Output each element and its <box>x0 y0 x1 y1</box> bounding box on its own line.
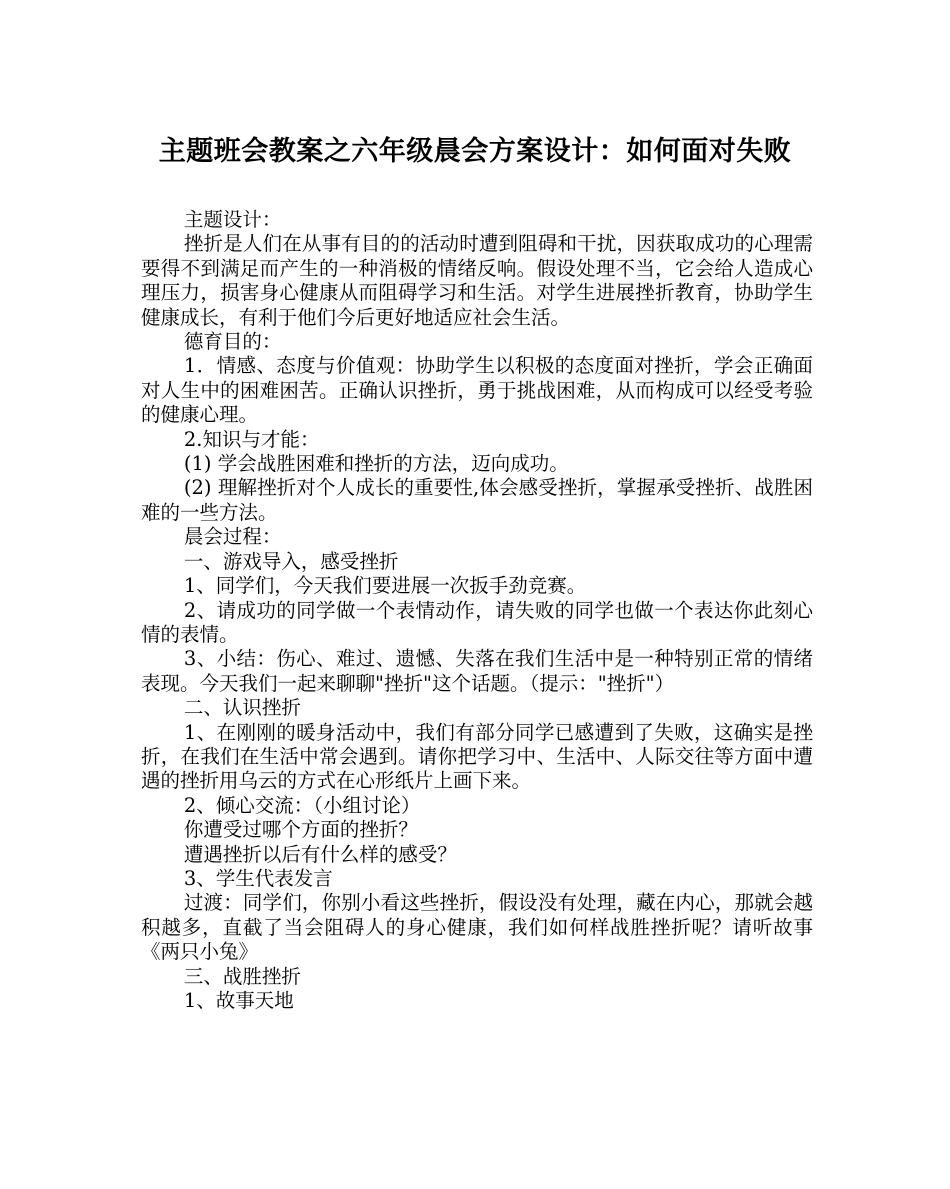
paragraph: 3、学生代表发言 <box>183 866 333 890</box>
paragraph: 2、请成功的同学做一个表情动作，请失败的同学也做一个表达你此刻心情的表情。 <box>141 598 813 646</box>
paragraph: 三、战胜挫折 <box>183 964 301 988</box>
paragraph: 二、认识挫折 <box>183 696 301 720</box>
paragraph: 3、小结：伤心、难过、遗憾、失落在我们生活中是一种特别正常的情绪表现。今天我们一起来聊聊"挫折"这个话题。（提示："挫折"） <box>141 647 813 695</box>
document-title: 主题班会教案之六年级晨会方案设计：如何面对失败 <box>158 136 792 167</box>
paragraph: 德育目的： <box>183 330 282 354</box>
paragraph: (2) 理解挫折对个人成长的重要性,体会感受挫折，掌握承受挫折、战胜困难的一些方法。 <box>141 476 813 524</box>
paragraph: 晨会过程： <box>183 525 282 549</box>
paragraph: (1) 学会战胜困难和挫折的方法，迈向成功。 <box>183 452 569 476</box>
paragraph: 1．情感、态度与价值观：协助学生以积极的态度面对挫折，学会正确面对人生中的困难困苦。正确认识挫折，勇于挑战困难，从而构成可以经受考验的健康心理。 <box>141 354 813 427</box>
paragraph: 一、游戏导入，感受挫折 <box>183 549 399 573</box>
paragraph: 1、故事天地 <box>183 989 294 1012</box>
paragraph: 过渡：同学们，你别小看这些挫折，假设没有处理，藏在内心，那就会越积越多，直截了当会阻碍人的身心健康，我们如何样战胜挫折呢？请听故事《两只小兔》 <box>141 891 813 964</box>
paragraph: 1、在刚刚的暖身活动中，我们有部分同学已感遭到了失败，这确实是挫折，在我们在生活中常会遇到。请你把学习中、生活中、人际交往等方面中遭遇的挫折用乌云的方式在心形纸片上画下来。 <box>141 720 813 793</box>
paragraph: 你遭受过哪个方面的挫折？ <box>183 818 418 842</box>
paragraph: 2、倾心交流：（小组讨论） <box>183 793 421 817</box>
paragraph: 2.知识与才能： <box>183 427 320 451</box>
paragraph: 挫折是人们在从事有目的的活动时遭到阻碍和干扰，因获取成功的心理需要得不到满足而产生的一种消极的情绪反响。假设处理不当，它会给人造成心理压力，损害身心健康从而阻碍学习和生活。对学生进展挫折教育，协助学生健康成长，有利于他们今后更好地适应社会生活。 <box>141 232 813 329</box>
paragraph: 遭遇挫折以后有什么样的感受？ <box>183 842 457 866</box>
paragraph: 1、同学们，今天我们要进展一次扳手劲竞赛。 <box>183 574 587 598</box>
paragraph: 主题设计： <box>183 208 282 231</box>
document-body <box>141 208 813 1013</box>
